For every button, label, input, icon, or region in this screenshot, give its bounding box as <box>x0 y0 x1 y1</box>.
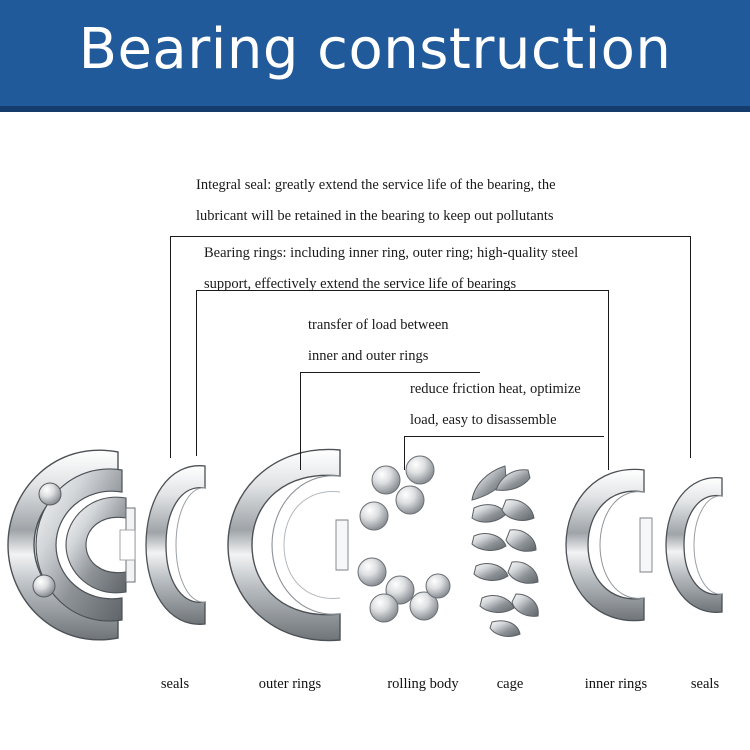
leader-line-rings-left <box>196 290 197 456</box>
leader-line-transfer <box>300 372 480 373</box>
part-seal-right <box>666 478 722 613</box>
leader-line-seal-right <box>690 236 691 458</box>
part-label-rolling-body: rolling body <box>387 676 459 692</box>
callout-bearing-rings-line-2: support, effectively extend the service life of bearings <box>204 276 517 292</box>
part-label-seals-left: seals <box>160 676 190 692</box>
callout-friction-line-1: reduce friction heat, optimize <box>410 381 581 397</box>
leader-line-transfer-drop <box>300 372 301 470</box>
callout-integral-seal-line-2: lubricant will be retained in the bearing to keep out pollutants <box>196 208 554 224</box>
callout-transfer-of-load <box>308 310 449 372</box>
leader-line-friction <box>404 436 604 437</box>
part-rolling-balls <box>358 456 450 622</box>
page-title: Bearing construction <box>78 17 672 82</box>
leader-line-rings-right <box>608 290 609 470</box>
callout-integral-seal-line-1: Integral seal: greatly extend the service life of the bearing, the <box>196 177 556 193</box>
leader-line-seal-top <box>170 236 690 237</box>
callout-friction-line-2: load, easy to disassemble <box>410 412 557 428</box>
callout-transfer-line-1: transfer of load between <box>308 317 449 333</box>
part-outer-ring <box>228 449 348 640</box>
part-label-seals-right: seals <box>690 676 720 692</box>
callout-bearing-rings <box>204 238 578 300</box>
part-cage <box>472 466 538 636</box>
leader-line-seal-left <box>170 236 171 458</box>
footer-spacer <box>0 714 750 750</box>
part-seal-left <box>146 466 205 625</box>
part-assembled-bearing <box>8 450 135 640</box>
leader-line-friction-drop <box>404 436 405 470</box>
callout-bearing-rings-line-1: Bearing rings: including inner ring, outer ring; high-quality steel <box>204 245 579 261</box>
callout-integral-seal <box>196 170 556 232</box>
part-label-cage: cage <box>496 676 524 692</box>
part-label-inner-rings: inner rings <box>584 676 648 692</box>
part-inner-ring <box>566 469 652 620</box>
part-label-outer-rings: outer rings <box>258 676 322 692</box>
callout-reduce-friction <box>410 374 581 436</box>
callout-transfer-line-2: inner and outer rings <box>308 348 429 364</box>
